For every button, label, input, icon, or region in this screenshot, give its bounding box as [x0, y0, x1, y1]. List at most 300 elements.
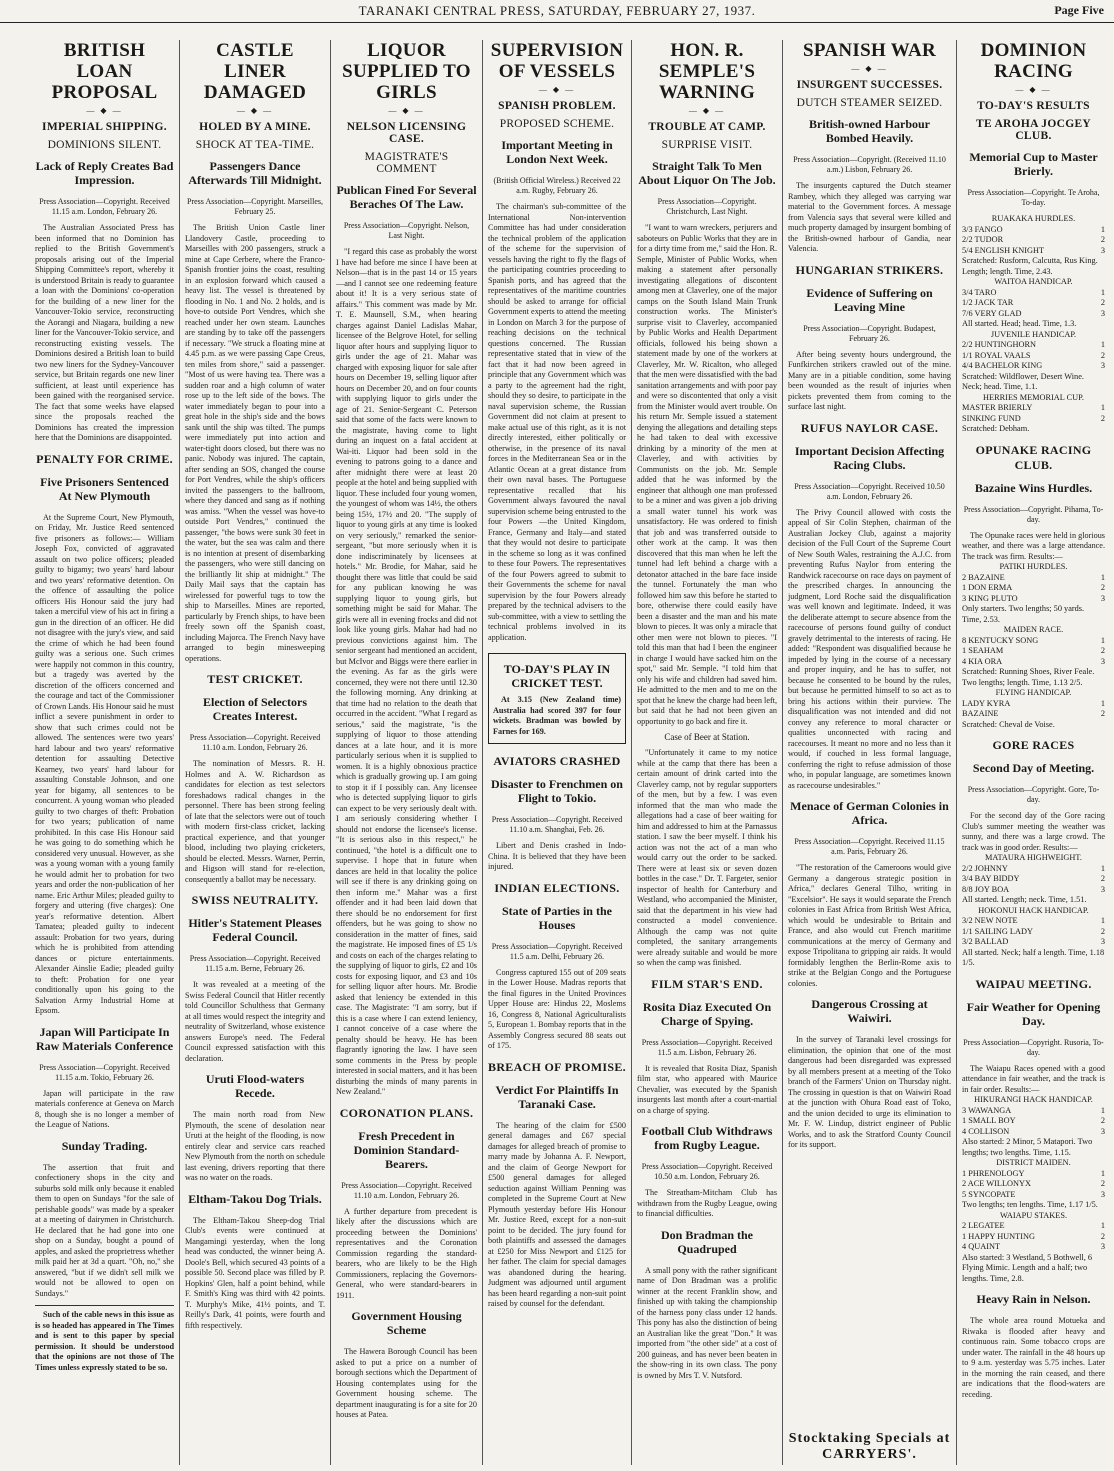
- race-row: [962, 1221, 1105, 1232]
- race-row: [962, 885, 1105, 896]
- race-row: [962, 583, 1105, 594]
- placing: 3: [1100, 361, 1105, 370]
- horse: 5/4 ENGLISH KNIGHT: [962, 245, 1045, 255]
- article-body: [336, 247, 477, 1098]
- article-body: [962, 531, 1105, 563]
- paragraph: A further departure from precedent is likely after the discussions which are proceeding between the Dominions' representatives and the Coronation Commission regarding the standard-bearers, who are likely to be the High Commissioners, replacing the Governors-General, who were standard-bearers in 1911.: [336, 1206, 477, 1300]
- race-row: [962, 937, 1105, 948]
- subheading: PROPOSED SCHEME.: [499, 118, 615, 130]
- subheading: IMPERIAL SHIPPING.: [42, 121, 167, 133]
- race-row: [962, 594, 1105, 605]
- deck-headline: Government Housing Scheme: [351, 1309, 462, 1337]
- column-6: [782, 40, 956, 1465]
- paragraph: "I regard this case as probably the worst I have had before me since I have been at Nelson—that is in the past 14 or 15 years—and I cannot see one redeeming feature about it! It is a very serious state of affairs." This comment was made by Mr. T. E. Maunsell, S.M., when hearing charges against Daniel Ladislas Mahar, licensee of the Belgrove Hotel, for selling liquor after hours and supplying liquor to girls under the age of 21. Mahar was charged with exposing liquor for sale after hours on December 19, selling liquor after hours on December 20, and on four counts with supplying liquor to girls under the age of 21. Senior-Sergeant C. Peterson said that some of the facts were known to the magistrate, having come to light during an inquest on a fatal accident at Wai-iti. Liquor had been sold in the evening to patrons going to a dance and after midnight there were at least 20 people at the hotel and being supplied with liquor. These included four young women, the youngest of whom was 14½, the others being 15½, 17½ and 20. "The supply of liquor to young girls at any time is looked on very seriously," remarked the senior-sergeant, "but more seriously when it is done indiscriminately by licensees at hotels." Mr. Brodie, for Mahar, said he thought there was little that could be said for any publican knowing he was supplying liquor to young girls, but something might be said for Mahar. The girls were all in evening frocks and did not look like young girls. Mahar had had no previous convictions against him. The senior sergeant had mentioned an accident, but McIvor and Biggs were there earlier in the evening. As far as the girls were concerned, they were not there until 12.30 the following morning. Any drinking at that time had no relation to the death that occurred in the accident. "What I regard as serious," said the magistrate, "is the supplying of liquor to those attending dances at a late hour, and it is more particularly serious when it is supplied to women. It is a highly obnoxious practice which is gradually growing up. I am going to stop it if I possibly can. Any licensee who is detected supplying liquor to girls can expect to be very seriously dealt with. I am seriously considering whether I should not endorse the licensee's license. "It is serious also in this respect," he continued, "the hotel is a difficult one to supervise. I hope that in future when dances are held in that locality the police will see if there is any drinking going on then inform me." Mahar was a first offender and it had been laid down that there should be no endorsement for first offenders, but he was going to show no consideration in the matter of fines, said the magistrate. He imposed fines of £5 1/s and costs on each of the charges relating to the supplying of liquor to girls, £2 and 10s costs for exposing liquor, and £3 and 10s for selling liquor after hours. Mr. Brodie asked that leniency be extended in this case. The Magistrate: "I am sorry, but if this is a case where I can extend leniency, I cannot conceive of a case where the penalty should be heavy. He has been flagrantly ignoring the law. I have seen some comments in the Press by people interested in social matters, and it has been disturbing the minds of many parents in New Zealand.": [336, 247, 477, 1096]
- subheading: SPANISH PROBLEM.: [498, 100, 616, 112]
- placing: 3: [1100, 593, 1105, 603]
- race-row: [962, 864, 1105, 875]
- paragraph: Such of the cable news in this issue as is so headed has appeared in The Times and is sent to this paper by special permission. It should be understood that the opinions are not those of The Times unless expressly stated to be so.: [35, 1310, 174, 1372]
- ornament: — ◆ —: [851, 64, 888, 73]
- race-row: [962, 288, 1105, 299]
- race-row: [962, 1116, 1105, 1127]
- horse: 1 SEAHAM: [962, 646, 1004, 655]
- subheading: TROUBLE AT CAMP.: [648, 121, 766, 133]
- dateline: Press Association—Copyright. Pihama, To-day.: [963, 504, 1104, 524]
- paragraph: "The restoration of the Cameroons would give Germany a dangerous strategic position in Africa," declares General Tilho, writing in "Excelsior". He says it would separate the French colonies in East Africa from British West Africa, which would be undesirable to Britain and France, and also would cut French maritime communications at the mercy of Germany and expose Tripolitana to gripping air raids. It would formidably lengthen the Berlin-Rome axis to strike at the Belgian Congo and the Portuguese colonies.: [788, 863, 951, 988]
- article-body: [35, 223, 174, 444]
- race-row: [962, 361, 1105, 372]
- placing: 2: [1100, 1116, 1105, 1125]
- subheading: SURPRISE VISIT.: [661, 139, 753, 151]
- article-body: [488, 1121, 626, 1310]
- deck-headline: Disaster to Frenchmen on Flight to Tokio.: [491, 777, 623, 805]
- headline: BRITISH LOAN PROPOSAL: [51, 40, 158, 103]
- placing: 1: [1100, 1168, 1105, 1178]
- dateline: Press Association—Copyright. Marseilles, February 25.: [187, 197, 323, 216]
- race-row: [962, 699, 1105, 710]
- race-row: [962, 414, 1105, 425]
- columns: [30, 40, 1110, 1465]
- paragraph: The whole area round Motueka and Riwaka is flooded after heavy and continuous rain. Some tobacco crops are under water. The rainfall in the 48 hours up to 9 a.m. yesterday was 5.75 inches. Later in the morning the rain ceased, and there are indications that the flood-waters are receding.: [962, 1316, 1105, 1399]
- horse: 3/4 BAY BIDDY: [962, 874, 1020, 883]
- race-title: MAIDEN RACE.: [1003, 625, 1064, 634]
- paragraph: At the Supreme Court, New Plymouth, on Friday, Mr. Justice Reed sentenced five prisoners as follows:— William Joseph Fox, convicted of aggravated assault on two police officers; pleaded guilty to bigamy; two years' hard labour and two years' reformative detention. On the offence of assaulting the police officers His Honour said the jury had taken a merciful view of his act in firing a gun in the direction of an officer. He did not disagree with the jury's view, and said the crime of which he had been found guilty was a serious one. Such crimes were happily not common in this country, but a tragedy was averted by the discretion of the officers concerned and the courage and tact of the Commissioner of Crown Lands. His Honour said he must inflict a severe punishment in order to show that such crimes could not be allowed. The sentences were two years' hard labour and two years' reformative detention for assaulting Detective Kearney, two years' hard labour for assaulting Constable Johnson, and one year for bigamy, all sentences to be concurrent. A young woman who pleaded guilty to two charges of theft: Probation for two years; publication of name prohibited. In this case His Honour said he was going to do something which he considered very unusual. However, as she was a young woman with a young family he would admit her to probation for two years and order the non-publication of her name. Eric Arthur Miles; pleaded guilty to forgery and uttering (five charges): One year's reformative detention. Albert Tamatea; pleaded guilty to indecent assault: Probation for two years, during which he is prohibited from attending dances or picture entertainments. Alexander Ainslie Eadie; pleaded guilty to theft: Probation for one year conditionally upon his going to the Salvation Army Industrial Home at Epsom.: [35, 512, 174, 1015]
- column-2: [179, 40, 330, 1465]
- ornament: — ◆ —: [538, 85, 576, 94]
- deck-headline: Election of Selectors Creates Interest.: [203, 695, 307, 723]
- placing: 1: [1100, 224, 1105, 234]
- section-heading: INDIAN ELECTIONS.: [494, 880, 620, 895]
- horse: 2 LEGATEE: [962, 1221, 1005, 1230]
- article-body: [637, 1188, 777, 1220]
- race-note: Scratched: Wildflower, Desert Wine. Neck; head. Time, 1.1.: [962, 371, 1084, 391]
- race-note: Scratched: Debham.: [962, 424, 1030, 433]
- headline: SUPERVISION OF VESSELS: [490, 40, 624, 82]
- dateline: Press Association—Copyright. Received 11.5 a.m. Lisbon, February 26.: [641, 1037, 773, 1057]
- placing: 2: [1100, 926, 1105, 936]
- dateline: (British Official Wireless.) Received 22 a.m. Rugby, February 26.: [493, 176, 621, 195]
- horse: 4 COLLISON: [962, 1126, 1010, 1136]
- horse: 3 KING PLUTO: [962, 593, 1018, 603]
- race-row: [962, 1232, 1105, 1243]
- article-body: [637, 1064, 777, 1117]
- placing: 2: [1100, 709, 1105, 718]
- race-note: Scratched: Running Shoes, River Feale. Two lengths; length. Time, 1.13 2/5.: [962, 667, 1095, 687]
- section-heading: FILM STAR'S END.: [651, 976, 763, 991]
- placing: 2: [1100, 583, 1105, 592]
- column-4: [482, 40, 631, 1465]
- masthead: [0, 0, 1114, 23]
- deck-headline: Passengers Dance Afterwards Till Midnight.: [188, 159, 322, 187]
- placing: 3: [1100, 884, 1105, 894]
- section-heading: GORE RACES: [992, 738, 1075, 752]
- race-row: [962, 246, 1105, 257]
- paragraph: The Privy Council allowed with costs the appeal of Sir Colin Stephen, chairman of the Australian Jockey Club, against a majority decision of the Full Court of the Supreme Court of New South Wales, restraining the A.J.C. from preventing Rufus Naylor from entering the Randwick racecourse on race days on payment of the prescribed charges. In announcing the judgment, Lord Roche said the disqualification was well known and legitimate. Indeed, it was the deliberate attempt to secure absence from the racecourse of persons found guilty of conduct gravely detrimental to the interests of racing. He added: "Respondent was disqualified because he impeded by lying in the course of a necessary and proper inquiry, and he has to suffer, not because he consented to be bound by the rules, but because he permitted himself to so act as to bring his actions within their purview. The disqualification was not intended and did not convey any reference to moral character or qualities unconnected with racing and racecourses. It meant no more and no less than it would, if couched in less formal language, conferring the right to refuse admission of those who, in popular language, are sometimes known as racecourse undesirables.": [788, 507, 951, 790]
- placing: 1: [1100, 635, 1105, 645]
- section-heading: OPUNAKE RACING CLUB.: [975, 442, 1092, 472]
- deck-headline: Fresh Precedent in Dominion Standard-Bearers.: [353, 1128, 460, 1171]
- race-row: [962, 646, 1105, 657]
- race-title: HIKURANGI HACK HANDICAP.: [974, 1095, 1093, 1104]
- horse: 2 BAZAINE: [962, 572, 1005, 582]
- paragraph: The hearing of the claim for £500 general damages and £67 special damages for alleged breach of promise to marry made by Johanna A. F. Newport, and the claim of George Newport for £500 general damages for alleged seduction against William Penning was completed in the Supreme Court at New Plymouth yesterday before His Honour Mr. Justice Reed, except for a non-suit point to be decided. The jury found for both plaintiffs and assessed the damages at £250 for Miss Newport and £125 for her father. The claim for special damages was abandoned during the hearing. Judgment was adjourned until argument has been heard regarding a non-suit point raised by counsel for the defendant.: [488, 1120, 626, 1308]
- article-body: [788, 1035, 951, 1151]
- subheading: INSURGENT SUCCESSES.: [796, 79, 943, 91]
- placing: 2: [1100, 350, 1105, 360]
- placing: 1: [1100, 1105, 1105, 1115]
- article-body: [185, 1216, 325, 1332]
- dateline: Press Association—Copyright. (Received 11.10 a.m.) Lisbon, February 26.: [793, 155, 946, 174]
- horse: 1/1 ROYAL VAALS: [962, 350, 1031, 360]
- article-body: [185, 980, 325, 1064]
- race-title: WAIAPU STAKES.: [999, 1210, 1068, 1220]
- race-row: [962, 1169, 1105, 1180]
- horse: MASTER BRIERLY: [962, 403, 1033, 412]
- box-headline: TO-DAY'S PLAY IN CRICKET TEST.: [503, 662, 611, 690]
- placing: 1: [1100, 916, 1105, 925]
- horse: 8/8 JOY BOA: [962, 884, 1010, 894]
- race-title: RUAKAKA HURDLES.: [991, 214, 1076, 223]
- placing: 1: [1100, 1221, 1105, 1230]
- race-note: Scratched: Cheval de Voise.: [962, 719, 1055, 729]
- placing: 1: [1100, 287, 1105, 297]
- horse: 3/3 FANGO: [962, 224, 1003, 234]
- deck-headline: Bazaine Wins Hurdles.: [974, 480, 1093, 495]
- paragraph: In the survey of Taranaki level crossings for elimination, the opinion that one of the most dangerous had been disregarded was expressed by all members present at a meeting of the Toko branch of the Farmers' Union on Thursday night. The crossing in question is that on Waiwiri Road at the junction with Ohura Road east of Toko, and the union decided to urge its elimination to Mr. F. W. Lindup, district engineer of Public Works, and to ask the Stratford County Council for its support.: [788, 1035, 951, 1149]
- deck-headline: Sunday Trading.: [61, 1138, 148, 1153]
- deck-headline: Don Bradman the Quadruped: [660, 1227, 753, 1256]
- article-body: [788, 863, 951, 989]
- box-text: [493, 695, 621, 737]
- race-note: All started. Head; head. Time, 1.3.: [962, 319, 1077, 328]
- subheading: MAGISTRATE'S COMMENT: [364, 151, 449, 175]
- placing: 3: [1100, 245, 1105, 255]
- deck-headline: Hitler's Statement Pleases Federal Council.: [188, 916, 322, 944]
- race-note: Only starters. Two lengths; 50 yards. Time, 2.53.: [962, 604, 1085, 624]
- dateline: Press Association—Copyright. Gore, To-day.: [967, 785, 1100, 804]
- race-row: [962, 1179, 1105, 1190]
- race-row: [962, 298, 1105, 309]
- subheading: DUTCH STEAMER SEIZED.: [796, 97, 943, 109]
- paragraph: The Streatham-Mitcham Club has withdrawn from the Rugby League, owing to financial difficulties.: [637, 1188, 777, 1218]
- column-1: [30, 40, 179, 1465]
- section-heading: RUFUS NAYLOR CASE.: [800, 420, 939, 435]
- column-5: [631, 40, 782, 1465]
- headline: HON. R. SEMPLE'S WARNING: [658, 40, 756, 103]
- race-results: [962, 853, 1105, 969]
- deck-headline: Eltham-Takou Dog Trials.: [188, 1191, 322, 1206]
- race-note: Two lengths; ten lengths. Time, 1.17 1/5.: [962, 1200, 1098, 1209]
- headline: LIQUOR SUPPLIED TO GIRLS: [342, 40, 471, 103]
- dateline: Press Association—Copyright. Received 11.15 a.m. London, February 26.: [39, 197, 170, 216]
- article-body: [488, 841, 626, 873]
- placing: 1: [1100, 403, 1105, 412]
- article-body: [35, 1163, 174, 1300]
- deck-headline: Japan Will Participate In Raw Materials Conference: [35, 1024, 174, 1053]
- deck-headline: British-owned Harbour Bombed Heavily.: [808, 117, 930, 145]
- horse: 1 PHRENOLOGY: [962, 1168, 1025, 1178]
- race-title: DISTRICT MAIDEN.: [996, 1158, 1071, 1167]
- deck-headline: State of Parties in the Houses: [502, 903, 612, 932]
- column-7: [956, 40, 1110, 1465]
- deck-headline: Uruti Flood-waters Recede.: [205, 1072, 305, 1100]
- deck-headline: Heavy Rain in Nelson.: [976, 1292, 1091, 1306]
- paragraph: The Australian Associated Press has been informed that no Dominion has replied to the British Government's proposals arising out of the Imperial Shipping Committee's report, whereby it is understood Britain is ready to guarantee a loan with the Dominions' co-operation for the building of a new liner for the Vancouver-Tokio service, reconstructing the Aorangi and Niagara, building a new liner for the Vancouver-Tokio service, and reconstructing existing vessels. The Dominions desired a British loan to build two new liners for the Sydney-Vancouver service, but Britain regards one new liner sufficient, at least until experience has been gained with the reorganised service. The fact that some weeks have elapsed since the proposals reached the Dominions has created the impression here that the Dominions are disappointed.: [35, 223, 174, 442]
- race-title: HERRIES MEMORIAL CUP.: [983, 392, 1084, 402]
- paragraph: The Hawera Borough Council has been asked to put a price on a number of borough sections which the Department of Housing contemplates using for the Government housing scheme. The department inaugurating is for a site for 20 houses at Patea.: [336, 1347, 477, 1419]
- horse: SINKING FUND: [962, 413, 1021, 423]
- article-body: [962, 1064, 1105, 1096]
- ornament: — ◆ —: [688, 106, 726, 115]
- horse: 1/1 SAILING LADY: [962, 926, 1033, 936]
- article-body: [488, 968, 626, 1052]
- placing: 1: [1100, 340, 1105, 349]
- deck-headline: Memorial Cup to Master Brierly.: [969, 150, 1098, 178]
- section-heading: SWISS NEUTRALITY.: [191, 893, 319, 907]
- article-body: [637, 748, 777, 969]
- paragraph: For the second day of the Gore racing Club's summer meeting the weather was sunny, and there was a large crowd. The track was in good order. Results:—: [962, 811, 1105, 852]
- deck-headline: Important Decision Affecting Racing Clubs.: [794, 443, 945, 472]
- section-heading: PENALTY FOR CRIME.: [36, 451, 173, 466]
- race-note: Also started: 3 Westland, 5 Bothwell, 6 Flying Mimic. Length and a half; two lengths. Time, 2.8.: [962, 1252, 1093, 1283]
- placing: 3: [1100, 937, 1105, 946]
- horse: 3/2 NEW NOTE: [962, 916, 1018, 925]
- dateline: Press Association—Copyright. Received 11.15 a.m. Berne, February 26.: [189, 954, 321, 973]
- race-row: [962, 874, 1105, 885]
- section-heading: TEST CRICKET.: [207, 672, 303, 686]
- deck-headline: Verdict For Plaintiffs In Taranaki Case.: [495, 1082, 619, 1111]
- ornament: — ◆ —: [236, 106, 274, 115]
- deck-headline: Five Prisoners Sentenced At New Plymouth: [40, 474, 169, 503]
- race-title: HOKONUI HACK HANDICAP.: [978, 905, 1089, 915]
- inline-subhead: Case of Beer at Station.: [664, 732, 750, 742]
- race-row: [962, 657, 1105, 668]
- deck-headline: Straight Talk To Men About Liquor On The Job.: [638, 159, 776, 187]
- race-row: [962, 1127, 1105, 1138]
- race-row: [962, 309, 1105, 320]
- race-row: [962, 1190, 1105, 1201]
- dateline: Press Association—Copyright. Rusoria, To-day.: [963, 1037, 1104, 1057]
- race-row: [962, 636, 1105, 647]
- subheading: DOMINIONS SILENT.: [47, 139, 162, 151]
- cricket-box: [488, 653, 626, 744]
- column-3: [330, 40, 482, 1465]
- section-heading: HUNGARIAN STRIKERS.: [795, 262, 944, 277]
- horse: 3 WAWANGA: [962, 1105, 1012, 1115]
- dateline: Press Association—Copyright. Te Aroha, To-day.: [967, 188, 1100, 207]
- horse: LADY KYRA: [962, 698, 1011, 708]
- placing: 3: [1100, 1126, 1105, 1136]
- article-body: [788, 350, 951, 413]
- deck-headline: Rosita Diaz Executed On Charge of Spying.: [642, 999, 772, 1028]
- race-row: [962, 225, 1105, 236]
- paragraph: Libert and Denis crashed in Indo-China. It is believed that they have been injured.: [488, 841, 626, 871]
- placing: 2: [1100, 413, 1105, 423]
- paragraph: The assertion that fruit and confectionery shops in the city and suburbs sold milk only because it enabled them to open on Sundays "for the sale of perishable goods" was made by a speaker at a meeting of dairymen in Christchurch. He declared that he had gone into one shop on a Sunday, bought a pound of apples, and asked the proprietress whether milk paid her at 3d a quart. "Oh, no," she answered, "but if we didn't sell milk we would not be allowed to open on Sundays.": [35, 1162, 174, 1298]
- race-results: [962, 214, 1105, 435]
- race-row: [962, 1106, 1105, 1117]
- dateline: Press Association—Copyright. Budapest, February 26.: [803, 323, 936, 343]
- paragraph: "I want to warn wreckers, perjurers and saboteurs on Public Works that they are in for a dirty time from me," said the Hon. R. Semple, Minister of Public Works, when making a statement after personally investigating allegations of discontent among men at Claverley, one of the major camps on the South Island Main Trunk construction works. The Minister's surprise visit to Claverley, accompanied by Public Works and Health Department officials, followed his being shown a statement made by one of the workers at Claverley, Mr. W. Ricalton, who alleged that the men were dissatisfied with the bad sanitation arrangements and with poor pay and were so discontented that only a visit from the Minister would avert trouble. On his return Mr. Semple issued a statement denying the allegations and detailing steps he had taken to deal with excessive drinking by a minority of the men at Claverley, and with activities by Communists on the job. Mr. Semple added that he was informed by the engineer that although one man professed to be a miner and was given a job driving a small water tunnel his work was unsatisfactory. He was ordered to finish that job and was transferred outside to other work at the camp. It was then discovered that this man when he left the tunnel had left behind a charge with a detonator attached in the bare face inside the tunnel. Fortunately the man who followed him saw this before he started to bore, otherwise there could easily have been a disaster and the man and his mate blown to pieces. It was only a miracle that other men were not blown to pieces. "I told this man that had I been the engineer in charge I would have sacked him on the spot," said Mr. Semple. "I told him that only his wife and children had saved him. He admitted to the men and to me on the spot that he knew the charge had been left, but said that he had not been given an opportunity to go back and fire it.: [637, 223, 777, 726]
- race-note: All started. Length; neck. Time, 1.51.: [962, 895, 1087, 904]
- race-results: [962, 1095, 1105, 1284]
- horse: 1/2 JACK TAR: [962, 298, 1014, 307]
- headline: CASTLE LINER DAMAGED: [203, 40, 307, 103]
- article-body: [35, 513, 174, 1017]
- race-note: All started. Neck; half a length. Time, 1.18 1/5.: [962, 947, 1105, 967]
- paragraph: The Eltham-Takou Sheep-dog Trial Club's events were continued at Mangamingi yesterday, when the long head was conducted, the winner being A. Doole's Bell, which secured 43 points of a possible 50. Second place was filled by P. Hopkins' Glen, half a point behind, while F. Smith's King was third with 42 points. T. Murphy's Mike, 41½ points, and T. Reilly's Dark, 41 points, were fourth and fifth respectively.: [185, 1215, 325, 1330]
- horse: 2/2 TUDOR: [962, 235, 1004, 244]
- placing: 1: [1100, 863, 1105, 873]
- race-title: JUVENILE HANDICAP.: [990, 329, 1077, 339]
- article-body: [788, 508, 951, 792]
- horse: 2/2 JOHNNY: [962, 863, 1008, 873]
- article-body: [185, 1110, 325, 1184]
- race-row: [962, 235, 1105, 246]
- horse: 2/2 HUNTINGHORN: [962, 340, 1036, 349]
- article-body: [488, 202, 626, 643]
- article-body: [35, 1089, 174, 1131]
- placing: 3: [1100, 656, 1105, 666]
- dateline: Press Association—Copyright. Nelson, Last Night.: [343, 221, 470, 240]
- race-title: FLYING HANDICAP.: [995, 688, 1072, 697]
- placing: 3: [1100, 1242, 1105, 1251]
- race-row: [962, 351, 1105, 362]
- dateline: Press Association—Copyright. Christchurch, Last Night.: [657, 197, 757, 216]
- article-body: [336, 1207, 477, 1302]
- advertisement: Stocktaking Specials at CARRYERS'.: [788, 1431, 951, 1462]
- dateline: Press Association—Copyright. Received 11.10 a.m. London, February 26.: [341, 1180, 472, 1200]
- dateline: Press Association—Copyright. Received 10.50 a.m. London, February 26.: [794, 481, 945, 501]
- article-body: [185, 759, 325, 885]
- deck-headline: Publican Fined For Several Beraches Of The Law.: [336, 183, 477, 211]
- placing: 1: [1100, 572, 1105, 582]
- horse: 7/6 VERY GLAD: [962, 308, 1022, 318]
- ornament: — ◆ —: [86, 106, 123, 115]
- subheading: HOLED BY A MINE.: [199, 121, 311, 133]
- horse: 4 QUAINT: [962, 1242, 1001, 1251]
- dateline: Press Association—Copyright. Received 11.5 a.m. Delhi, February 26.: [491, 941, 623, 961]
- ornament: — ◆ —: [1015, 85, 1052, 94]
- placing: 3: [1100, 308, 1105, 318]
- paragraph: Congress captured 155 out of 209 seats in the Lower House. Madras reports that the final figures in the United Provinces Upper House are: Hindus 22, Moslems 16, Congress 8, National Agriculturalists 5, European 1. Bombay reports that in the Assembly Congress secured 88 seats out of 175.: [488, 967, 626, 1050]
- article-body: [788, 181, 951, 255]
- article-body: [637, 223, 777, 727]
- race-title: WAITOA HANDICAP.: [994, 277, 1073, 286]
- dateline: Press Association—Copyright. Received 11.10 a.m. Shanghai, Feb. 26.: [491, 815, 623, 834]
- article-body: [336, 1347, 477, 1421]
- article-body: [637, 1266, 777, 1382]
- dateline: Press Association—Copyright. Received 10.50 a.m. London, February 26.: [641, 1162, 773, 1181]
- race-title: MATAURA HIGHWEIGHT.: [985, 853, 1082, 862]
- paragraph: The Opunake races were held in glorious weather, and there was a large attendance. The track was firm. Results:—: [962, 530, 1105, 561]
- paragraph: It is revealed that Rosita Diaz, Spanish film star, who appeared with Maurice Chevalier, was executed by the Spanish insurgents last month after a court-martial on a charge of spying.: [637, 1063, 777, 1115]
- dateline: Press Association—Copyright. Received 11.10 a.m. London, February 26.: [189, 733, 321, 752]
- divider: [35, 1305, 174, 1306]
- masthead-title: TARANAKI CENTRAL PRESS, SATURDAY, FEBRUARY 27, 1937.: [358, 3, 756, 18]
- race-row: [962, 709, 1105, 720]
- paragraph: The insurgents captured the Dutch steamer Rambey, which they alleged was carrying war material to the Government forces. A message from Valencia says that several were killed and much property damaged by insurgent bombing of the British-owned harbour of Gandia, near Valencia.: [788, 181, 951, 253]
- paragraph: "Unfortunately it came to my notice while at the camp that there has been a certain amount of drink carted into the Claverley camp, not by regular supporters of the men, but by a few. I was even informed that the man who made the allegations had a case of beer waiting for him and addressed to him at the Parnassus station. I saw the beer myself. I think his action was not the act of a man who would carry out the order to be sacked. There were at least six or seven dozen bottles in the case." Dr. T. Fargeter, senior inspector of health for Canterbury and Westland, who accompanied the Minister, said that the department in his view had constructed a model convenience. Although the camp was not quite completed, the sanitary arrangements were already suitable and would be more so when the camp was finished.: [637, 748, 777, 967]
- deck-headline: Dangerous Crossing at Waiwiri.: [811, 997, 928, 1025]
- race-row: [962, 916, 1105, 927]
- race-title: PATIKI HURDLES.: [999, 562, 1068, 571]
- race-row: [962, 403, 1105, 414]
- placing: 2: [1100, 235, 1105, 244]
- race-note: Also started: 2 Minor, 5 Matapori. Two lengths; two lengths. Time, 1.15.: [962, 1137, 1093, 1157]
- horse: 5 SYNCOPATE: [962, 1189, 1016, 1199]
- deck-headline: Lack of Reply Creates Bad Impression.: [35, 159, 174, 187]
- placing: 2: [1100, 874, 1105, 883]
- article-body: [962, 811, 1105, 853]
- article-body: [185, 223, 325, 664]
- subheading: SHOCK AT TEA-TIME.: [195, 139, 315, 151]
- horse: 1 HAPPY HUNTING: [962, 1231, 1035, 1241]
- paragraph: The main north road from New Plymouth, the scene of desolation near Uruti at the height of the flooding, is now entirely clear and service cars reached New Plymouth from the north on schedule last evening, drivers reporting that there was no water on the roads.: [185, 1110, 325, 1182]
- horse: BAZAINE: [962, 709, 999, 718]
- horse: 4 KIA ORA: [962, 656, 1003, 666]
- section-heading: BREACH OF PROMISE.: [488, 1059, 626, 1074]
- deck-headline: Football Club Withdraws from Rugby League.: [641, 1124, 773, 1152]
- placing: 2: [1100, 1231, 1105, 1241]
- section-heading: WAIPAU MEETING.: [975, 976, 1092, 991]
- race-note: Scratched: Rusform, Calcutta, Rus King. Length; length. Time, 2.43.: [962, 256, 1098, 276]
- section-heading: AVIATORS CRASHED: [493, 754, 621, 768]
- deck-headline: Second Day of Meeting.: [972, 761, 1095, 775]
- race-row: [962, 340, 1105, 351]
- page-number: Page Five: [1054, 3, 1104, 17]
- horse: 8 KENTUCKY SONG: [962, 635, 1039, 645]
- race-row: [962, 1242, 1105, 1253]
- subheading: TE AROHA JOCGEY CLUB.: [975, 118, 1092, 142]
- headline: SPANISH WAR: [803, 40, 936, 61]
- deck-headline: Evidence of Suffering on Leaving Mine: [806, 285, 933, 314]
- paragraph: Japan will participate in the raw materials conference at Geneva on March 8, though she is no longer a member of the League of Nations.: [35, 1088, 174, 1129]
- horse: 1 DON ERMA: [962, 583, 1013, 592]
- dateline: Press Association—Copyright. Received 11.15 a.m. Paris, February 26.: [794, 837, 945, 856]
- section-heading: CORONATION PLANS.: [339, 1105, 474, 1120]
- paragraph: The nomination of Messrs. R. H. Holmes and A. W. Richardson as candidates for election as test selectors foreshadows radical changes in the personnel. There has been strong feeling of late that the selectors were out of touch with modern first-class cricket, lacking practical experience, and that younger blood, including two playing cricketers, should be elected. Messrs. Warner, Perrin, and Higson will stand for re-election, consequently a ballot may be necessary.: [185, 759, 325, 884]
- deck-headline: Fair Weather for Opening Day.: [966, 999, 1101, 1028]
- subheading: NELSON LICENSING CASE.: [346, 121, 467, 145]
- subheading: TO-DAY'S RESULTS: [977, 100, 1090, 112]
- deck-headline: Important Meeting in London Next Week.: [501, 138, 613, 166]
- dateline: Press Association—Copyright. Received 11.15 a.m. Tokio, February 26.: [39, 1062, 170, 1082]
- paragraph: The chairman's sub-committee of the International Non-intervention Committee has had under consideration the technical problem of the application of the scheme for the supervision of vessels having the right to fly the flags of the participating countries proceeding to Spanish ports, and has agreed that the representatives of the maritime countries should be asked to arrange for official Government experts to attend the meeting in London on March 3 for the purpose of reaching decisions on the technical questions concerned. The Russian representative stated that in view of the fact that it had now been agreed in principle that any Government which was a party to the agreement had the right, should they so desire, to participate in the naval supervision scheme, the Russian Government did not claim at present to make actual use of this right, as it is not directly interested, either politically or otherwise, in the presence of its naval forces in the Mediterranean Sea or in the Atlantic Ocean at a great distance from their own naval bases. The Portuguese representative recalled that his Government always favoured the naval supervision scheme being entrusted to the four Powers —the United Kingdom, France, Germany and Italy—and stated that they would not desire to participate in the scheme so long as it was confined to these four Powers. The representatives of the four Powers agreed to submit to their Governments the scheme for naval supervision by the four Powers already prepared by the technical advisers to the sub-committee, with a view to settling the technical problems involved in its application.: [488, 202, 626, 642]
- race-row: [962, 573, 1105, 584]
- notice: [35, 1310, 174, 1373]
- placing: 1: [1100, 698, 1105, 708]
- horse: 3/4 TARO: [962, 287, 997, 297]
- paragraph: At 3.15 (New Zealand time) Australia had scored 397 for four wickets. Bradman was bowled by Farnes for 169.: [493, 695, 621, 736]
- placing: 2: [1100, 298, 1105, 307]
- headline: DOMINION RACING: [980, 40, 1087, 82]
- placing: 3: [1100, 1189, 1105, 1199]
- horse: 4/4 BACHELOR KING: [962, 361, 1043, 370]
- horse: 1 SMALL BOY: [962, 1116, 1016, 1125]
- article-body: [962, 1316, 1105, 1400]
- placing: 2: [1100, 646, 1105, 655]
- paragraph: The Waiapu Races opened with a good attendance in fair weather, and the track is in fair order. Results:—: [962, 1063, 1105, 1094]
- deck-headline: Menace of German Colonies in Africa.: [790, 799, 949, 827]
- paragraph: After being seventy hours underground, the Funfkirchen strikers crawled out of the mine. Many are in a pitiable condition, some having been wounded as the result of injuries when pickets prevented them from coming to the surface last night.: [788, 349, 951, 411]
- horse: 2 ACE WILLONYX: [962, 1179, 1031, 1188]
- paragraph: It was revealed at a meeting of the Swiss Federal Council that Hitler recently told Councillor Schulthess that Germany at all times would respect the integrity and neutrality of Switzerland, whose existence answers Europe's need. The Federal Council expressed satisfaction with this declaration.: [185, 980, 325, 1063]
- horse: 3/2 BALLAD: [962, 937, 1009, 946]
- race-results: [962, 562, 1105, 730]
- ornament: — ◆ —: [388, 106, 425, 115]
- paragraph: A small pony with the rather significant name of Don Bradman was a prolific winner at the recent Franklin show, and finished up with taking the championship of the harness pony class under 12 hands. This pony has also the distinction of being an Australian like the great "Don." It was imported from "the other side" at a cost of 200 guineas, and has never been beaten in the show-ring in its own class. The pony is owned by Mrs T. V. Nutsford.: [637, 1265, 777, 1380]
- placing: 2: [1100, 1179, 1105, 1188]
